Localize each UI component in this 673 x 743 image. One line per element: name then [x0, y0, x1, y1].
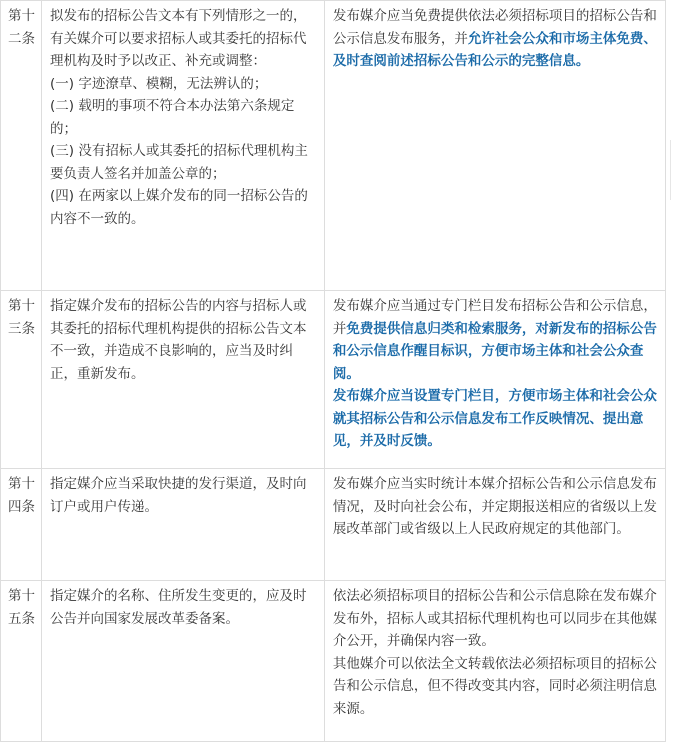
original-text-cell — [42, 1, 325, 291]
revised-text-cell — [324, 469, 665, 581]
table-row — [1, 1, 666, 291]
table-row — [1, 469, 666, 581]
original-text-cell — [42, 291, 325, 469]
article-number: 第十三条 — [1, 291, 42, 469]
revised-highlight: 允许社会公众和市场主体免费、及时查阅前述招标公告和公示的完整信息。 — [332, 30, 657, 69]
revised-text: 发布媒介应当通过专门栏目发布招标公告和公示信息，并 — [332, 298, 657, 337]
revised-highlight: 免费提供信息归类和检索服务，对新发布的招标公告和公示信息作醒目标识，方便市场主体和社会公众查阅。 — [332, 320, 657, 382]
table-row — [1, 291, 666, 469]
revised-paragraph: 依法必须招标项目的招标公告和公示信息除在发布媒介发布外，招标人或其招标代理机构也可以同步在其他媒介公开，并确保内容一致。 — [332, 588, 657, 649]
original-paragraph: 指定媒介应当采取快捷的发行渠道，及时向订户或用户传递。 — [50, 476, 307, 515]
original-paragraph: (三) 没有招标人或其委托的招标代理机构主要负责人签名并加盖公章的； — [50, 143, 308, 182]
original-paragraph: (四) 在两家以上媒介发布的同一招标公告的内容不一致的。 — [50, 188, 308, 227]
original-paragraph: (二) 载明的事项不符合本办法第六条规定的； — [50, 98, 295, 137]
revised-text-cell — [324, 581, 665, 742]
original-paragraph: 拟发布的招标公告文本有下列情形之一的，有关媒介可以要求招标人或其委托的招标代理机构及时予以改正、补充或调整： — [50, 8, 307, 69]
table-row — [1, 581, 666, 742]
article-number: 第十二条 — [1, 1, 42, 291]
original-text-cell — [42, 469, 325, 581]
original-text-cell — [42, 581, 325, 742]
revised-paragraph: 其他媒介可以依法全文转载依法必须招标项目的招标公告和公示信息，但不得改变其内容，同时必须注明信息来源。 — [332, 655, 657, 717]
article-number: 第十五条 — [1, 581, 42, 742]
original-paragraph: 指定媒介的名称、住所发生变更的，应及时公告并向国家发展改革委备案。 — [50, 588, 307, 627]
article-number: 第十四条 — [1, 469, 42, 581]
original-paragraph: 指定媒介发布的招标公告的内容与招标人或其委托的招标代理机构提供的招标公告文本不一致，并造成不良影响的，应当及时纠正，重新发布。 — [50, 298, 307, 382]
revised-text-cell — [324, 291, 665, 469]
revised-text: 发布媒介应当实时统计本媒介招标公告和公示信息发布情况，及时向社会公布，并定期报送相应的省级以上发展改革部门或省级以上人民政府规定的其他部门。 — [332, 476, 657, 537]
original-paragraph: (一) 字迹潦草、模糊，无法辨认的； — [50, 75, 268, 92]
revised-highlight: 发布媒介应当设置专门栏目，方便市场主体和社会公众就其招标公告和公示信息发布工作反映情况、提出意见，并及时反馈。 — [332, 388, 657, 449]
revised-text-cell — [324, 1, 665, 291]
revised-text: 发布媒介应当免费提供依法必须招标项目的招标公告和公示信息发布服务，并 — [332, 8, 657, 47]
